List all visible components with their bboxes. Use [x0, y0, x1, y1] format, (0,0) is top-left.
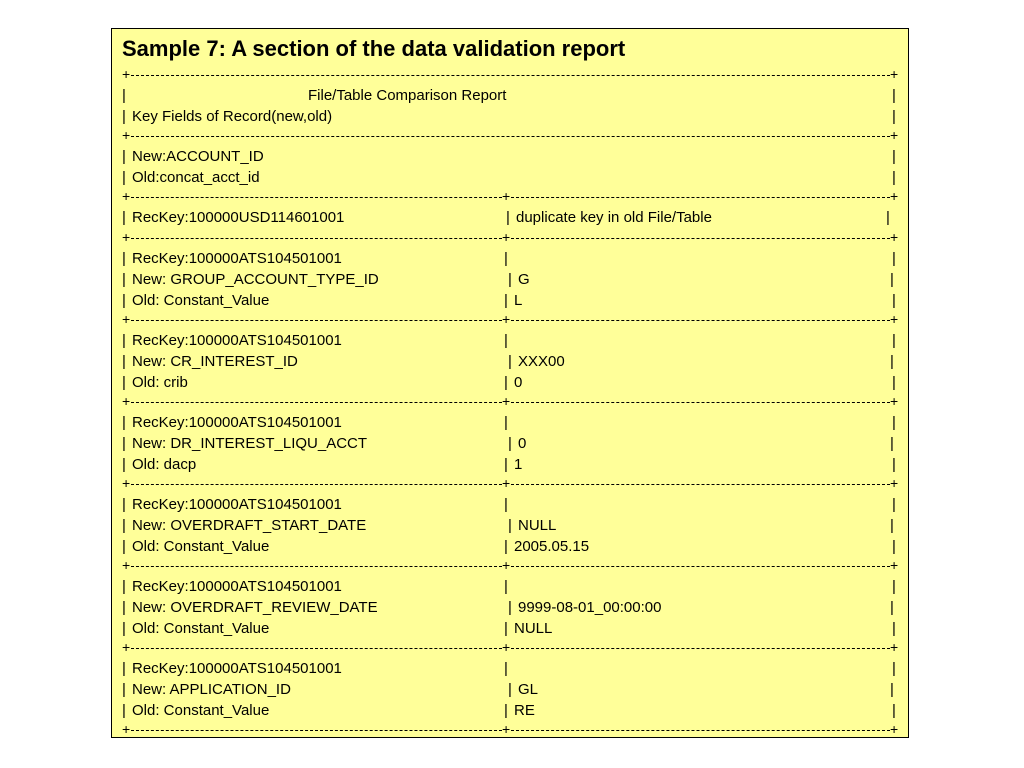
- column-pipe: |: [892, 87, 896, 104]
- record-reckey: RecKey:100000ATS104501001: [132, 660, 342, 677]
- corner-plus: +: [122, 311, 131, 327]
- dash-segment: [511, 648, 890, 649]
- new-key-field: New:ACCOUNT_ID: [132, 148, 264, 165]
- corner-plus: +: [890, 311, 899, 327]
- corner-plus: +: [122, 188, 131, 204]
- dash-segment: [511, 197, 890, 198]
- corner-plus: +: [122, 721, 131, 737]
- column-pipe: |: [122, 108, 126, 125]
- corner-plus: +: [122, 229, 131, 245]
- old-key-field: Old:concat_acct_id: [132, 169, 260, 186]
- column-pipe: |: [504, 250, 508, 267]
- record-old-value: 1: [514, 456, 523, 473]
- column-pipe: |: [122, 353, 126, 370]
- corner-plus: +: [122, 127, 131, 143]
- column-pipe: |: [122, 599, 126, 616]
- record-old-field: Old: Constant_Value: [132, 702, 270, 719]
- column-pipe: |: [122, 292, 126, 309]
- column-pipe: |: [122, 517, 126, 534]
- column-pipe: |: [122, 271, 126, 288]
- duplicate-reckey: RecKey:100000USD114601001: [132, 209, 345, 226]
- column-pipe: |: [504, 578, 508, 595]
- record-old-value: RE: [514, 702, 535, 719]
- dash-segment: [511, 238, 890, 239]
- column-pipe: |: [890, 681, 894, 698]
- column-pipe: |: [122, 87, 126, 104]
- column-pipe: |: [122, 660, 126, 677]
- record-reckey: RecKey:100000ATS104501001: [132, 414, 342, 431]
- page-title: Sample 7: A section of the data validation report: [122, 36, 626, 61]
- column-pipe: |: [892, 108, 896, 125]
- dash-segment: [131, 75, 890, 76]
- column-pipe: |: [122, 169, 126, 186]
- corner-plus: +: [502, 475, 511, 491]
- record-separator: [122, 312, 898, 328]
- column-pipe: |: [892, 292, 896, 309]
- dash-segment: [511, 566, 890, 567]
- column-pipe: |: [892, 702, 896, 719]
- record-old-field: Old: Constant_Value: [132, 292, 270, 309]
- column-pipe: |: [886, 209, 890, 226]
- corner-plus: +: [122, 475, 131, 491]
- record-new-field: New: OVERDRAFT_START_DATE: [132, 517, 367, 534]
- corner-plus: +: [122, 639, 131, 655]
- corner-plus: +: [502, 311, 511, 327]
- column-pipe: |: [890, 599, 894, 616]
- column-pipe: |: [504, 620, 508, 637]
- corner-plus: +: [502, 393, 511, 409]
- report-panel: [111, 28, 909, 738]
- duplicate-top-separator: [122, 189, 898, 205]
- top-border: [122, 67, 898, 83]
- record-separator: [122, 230, 898, 246]
- dash-segment: [511, 402, 890, 403]
- column-pipe: |: [504, 374, 508, 391]
- column-pipe: |: [892, 332, 896, 349]
- column-pipe: |: [122, 538, 126, 555]
- record-separator: [122, 394, 898, 410]
- record-new-field: New: APPLICATION_ID: [132, 681, 291, 698]
- column-pipe: |: [122, 332, 126, 349]
- column-pipe: |: [508, 517, 512, 534]
- column-pipe: |: [890, 435, 894, 452]
- column-pipe: |: [892, 169, 896, 186]
- record-separator: [122, 640, 898, 656]
- column-pipe: |: [508, 353, 512, 370]
- corner-plus: +: [890, 188, 899, 204]
- record-reckey: RecKey:100000ATS104501001: [132, 250, 342, 267]
- column-pipe: |: [122, 496, 126, 513]
- corner-plus: +: [122, 393, 131, 409]
- record-new-field: New: DR_INTEREST_LIQU_ACCT: [132, 435, 368, 452]
- corner-plus: +: [890, 475, 899, 491]
- column-pipe: |: [504, 660, 508, 677]
- column-pipe: |: [892, 374, 896, 391]
- report-heading: File/Table Comparison Report: [308, 87, 507, 104]
- corner-plus: +: [890, 557, 899, 573]
- column-pipe: |: [892, 578, 896, 595]
- duplicate-message: duplicate key in old File/Table: [516, 209, 712, 226]
- column-pipe: |: [122, 250, 126, 267]
- dash-segment: [511, 730, 890, 731]
- column-pipe: |: [508, 681, 512, 698]
- record-reckey: RecKey:100000ATS104501001: [132, 332, 342, 349]
- record-new-value: 9999-08-01_00:00:00: [518, 599, 662, 616]
- column-pipe: |: [122, 702, 126, 719]
- record-new-value: G: [518, 271, 530, 288]
- header-separator: [122, 128, 898, 144]
- column-pipe: |: [504, 332, 508, 349]
- column-pipe: |: [122, 148, 126, 165]
- dash-segment: [131, 197, 502, 198]
- record-new-value: GL: [518, 681, 539, 698]
- column-pipe: |: [504, 702, 508, 719]
- corner-plus: +: [890, 229, 899, 245]
- column-pipe: |: [892, 660, 896, 677]
- record-old-value: 0: [514, 374, 523, 391]
- dash-segment: [131, 566, 502, 567]
- record-separator: [122, 558, 898, 574]
- column-pipe: |: [504, 414, 508, 431]
- dash-segment: [131, 238, 502, 239]
- corner-plus: +: [502, 557, 511, 573]
- record-new-field: New: CR_INTEREST_ID: [132, 353, 298, 370]
- column-pipe: |: [890, 271, 894, 288]
- column-pipe: |: [122, 435, 126, 452]
- record-reckey: RecKey:100000ATS104501001: [132, 496, 342, 513]
- record-reckey: RecKey:100000ATS104501001: [132, 578, 342, 595]
- column-pipe: |: [122, 374, 126, 391]
- dash-segment: [511, 320, 890, 321]
- column-pipe: |: [122, 578, 126, 595]
- column-pipe: |: [504, 538, 508, 555]
- corner-plus: +: [502, 229, 511, 245]
- bottom-border: [122, 722, 898, 738]
- column-pipe: |: [122, 456, 126, 473]
- corner-plus: +: [890, 66, 899, 82]
- corner-plus: +: [502, 639, 511, 655]
- column-pipe: |: [892, 414, 896, 431]
- column-pipe: |: [892, 496, 896, 513]
- corner-plus: +: [890, 639, 899, 655]
- corner-plus: +: [502, 721, 511, 737]
- dash-segment: [131, 320, 502, 321]
- column-pipe: |: [122, 681, 126, 698]
- column-pipe: |: [508, 271, 512, 288]
- corner-plus: +: [122, 557, 131, 573]
- key-fields-label: Key Fields of Record(new,old): [132, 108, 333, 125]
- record-new-value: 0: [518, 435, 527, 452]
- record-old-field: Old: crib: [132, 374, 188, 391]
- record-new-value: NULL: [518, 517, 557, 534]
- dash-segment: [511, 484, 890, 485]
- column-pipe: |: [892, 456, 896, 473]
- record-new-field: New: OVERDRAFT_REVIEW_DATE: [132, 599, 378, 616]
- corner-plus: +: [502, 188, 511, 204]
- record-old-field: Old: Constant_Value: [132, 538, 270, 555]
- column-pipe: |: [892, 620, 896, 637]
- dash-segment: [131, 136, 890, 137]
- dash-segment: [131, 484, 502, 485]
- column-pipe: |: [504, 496, 508, 513]
- column-pipe: |: [122, 620, 126, 637]
- corner-plus: +: [890, 127, 899, 143]
- record-old-value: NULL: [514, 620, 553, 637]
- column-pipe: |: [892, 148, 896, 165]
- column-pipe: |: [506, 209, 510, 226]
- dash-segment: [131, 730, 502, 731]
- column-pipe: |: [890, 517, 894, 534]
- column-pipe: |: [508, 435, 512, 452]
- record-old-value: 2005.05.15: [514, 538, 590, 555]
- column-pipe: |: [890, 353, 894, 370]
- column-pipe: |: [504, 456, 508, 473]
- record-new-value: XXX00: [518, 353, 565, 370]
- column-pipe: |: [508, 599, 512, 616]
- corner-plus: +: [122, 66, 131, 82]
- column-pipe: |: [122, 414, 126, 431]
- column-pipe: |: [122, 209, 126, 226]
- record-old-field: Old: dacp: [132, 456, 197, 473]
- column-pipe: |: [892, 250, 896, 267]
- dash-segment: [131, 648, 502, 649]
- corner-plus: +: [890, 393, 899, 409]
- record-separator: [122, 476, 898, 492]
- record-old-field: Old: Constant_Value: [132, 620, 270, 637]
- corner-plus: +: [890, 721, 899, 737]
- record-new-field: New: GROUP_ACCOUNT_TYPE_ID: [132, 271, 379, 288]
- column-pipe: |: [892, 538, 896, 555]
- record-old-value: L: [514, 292, 523, 309]
- dash-segment: [131, 402, 502, 403]
- column-pipe: |: [504, 292, 508, 309]
